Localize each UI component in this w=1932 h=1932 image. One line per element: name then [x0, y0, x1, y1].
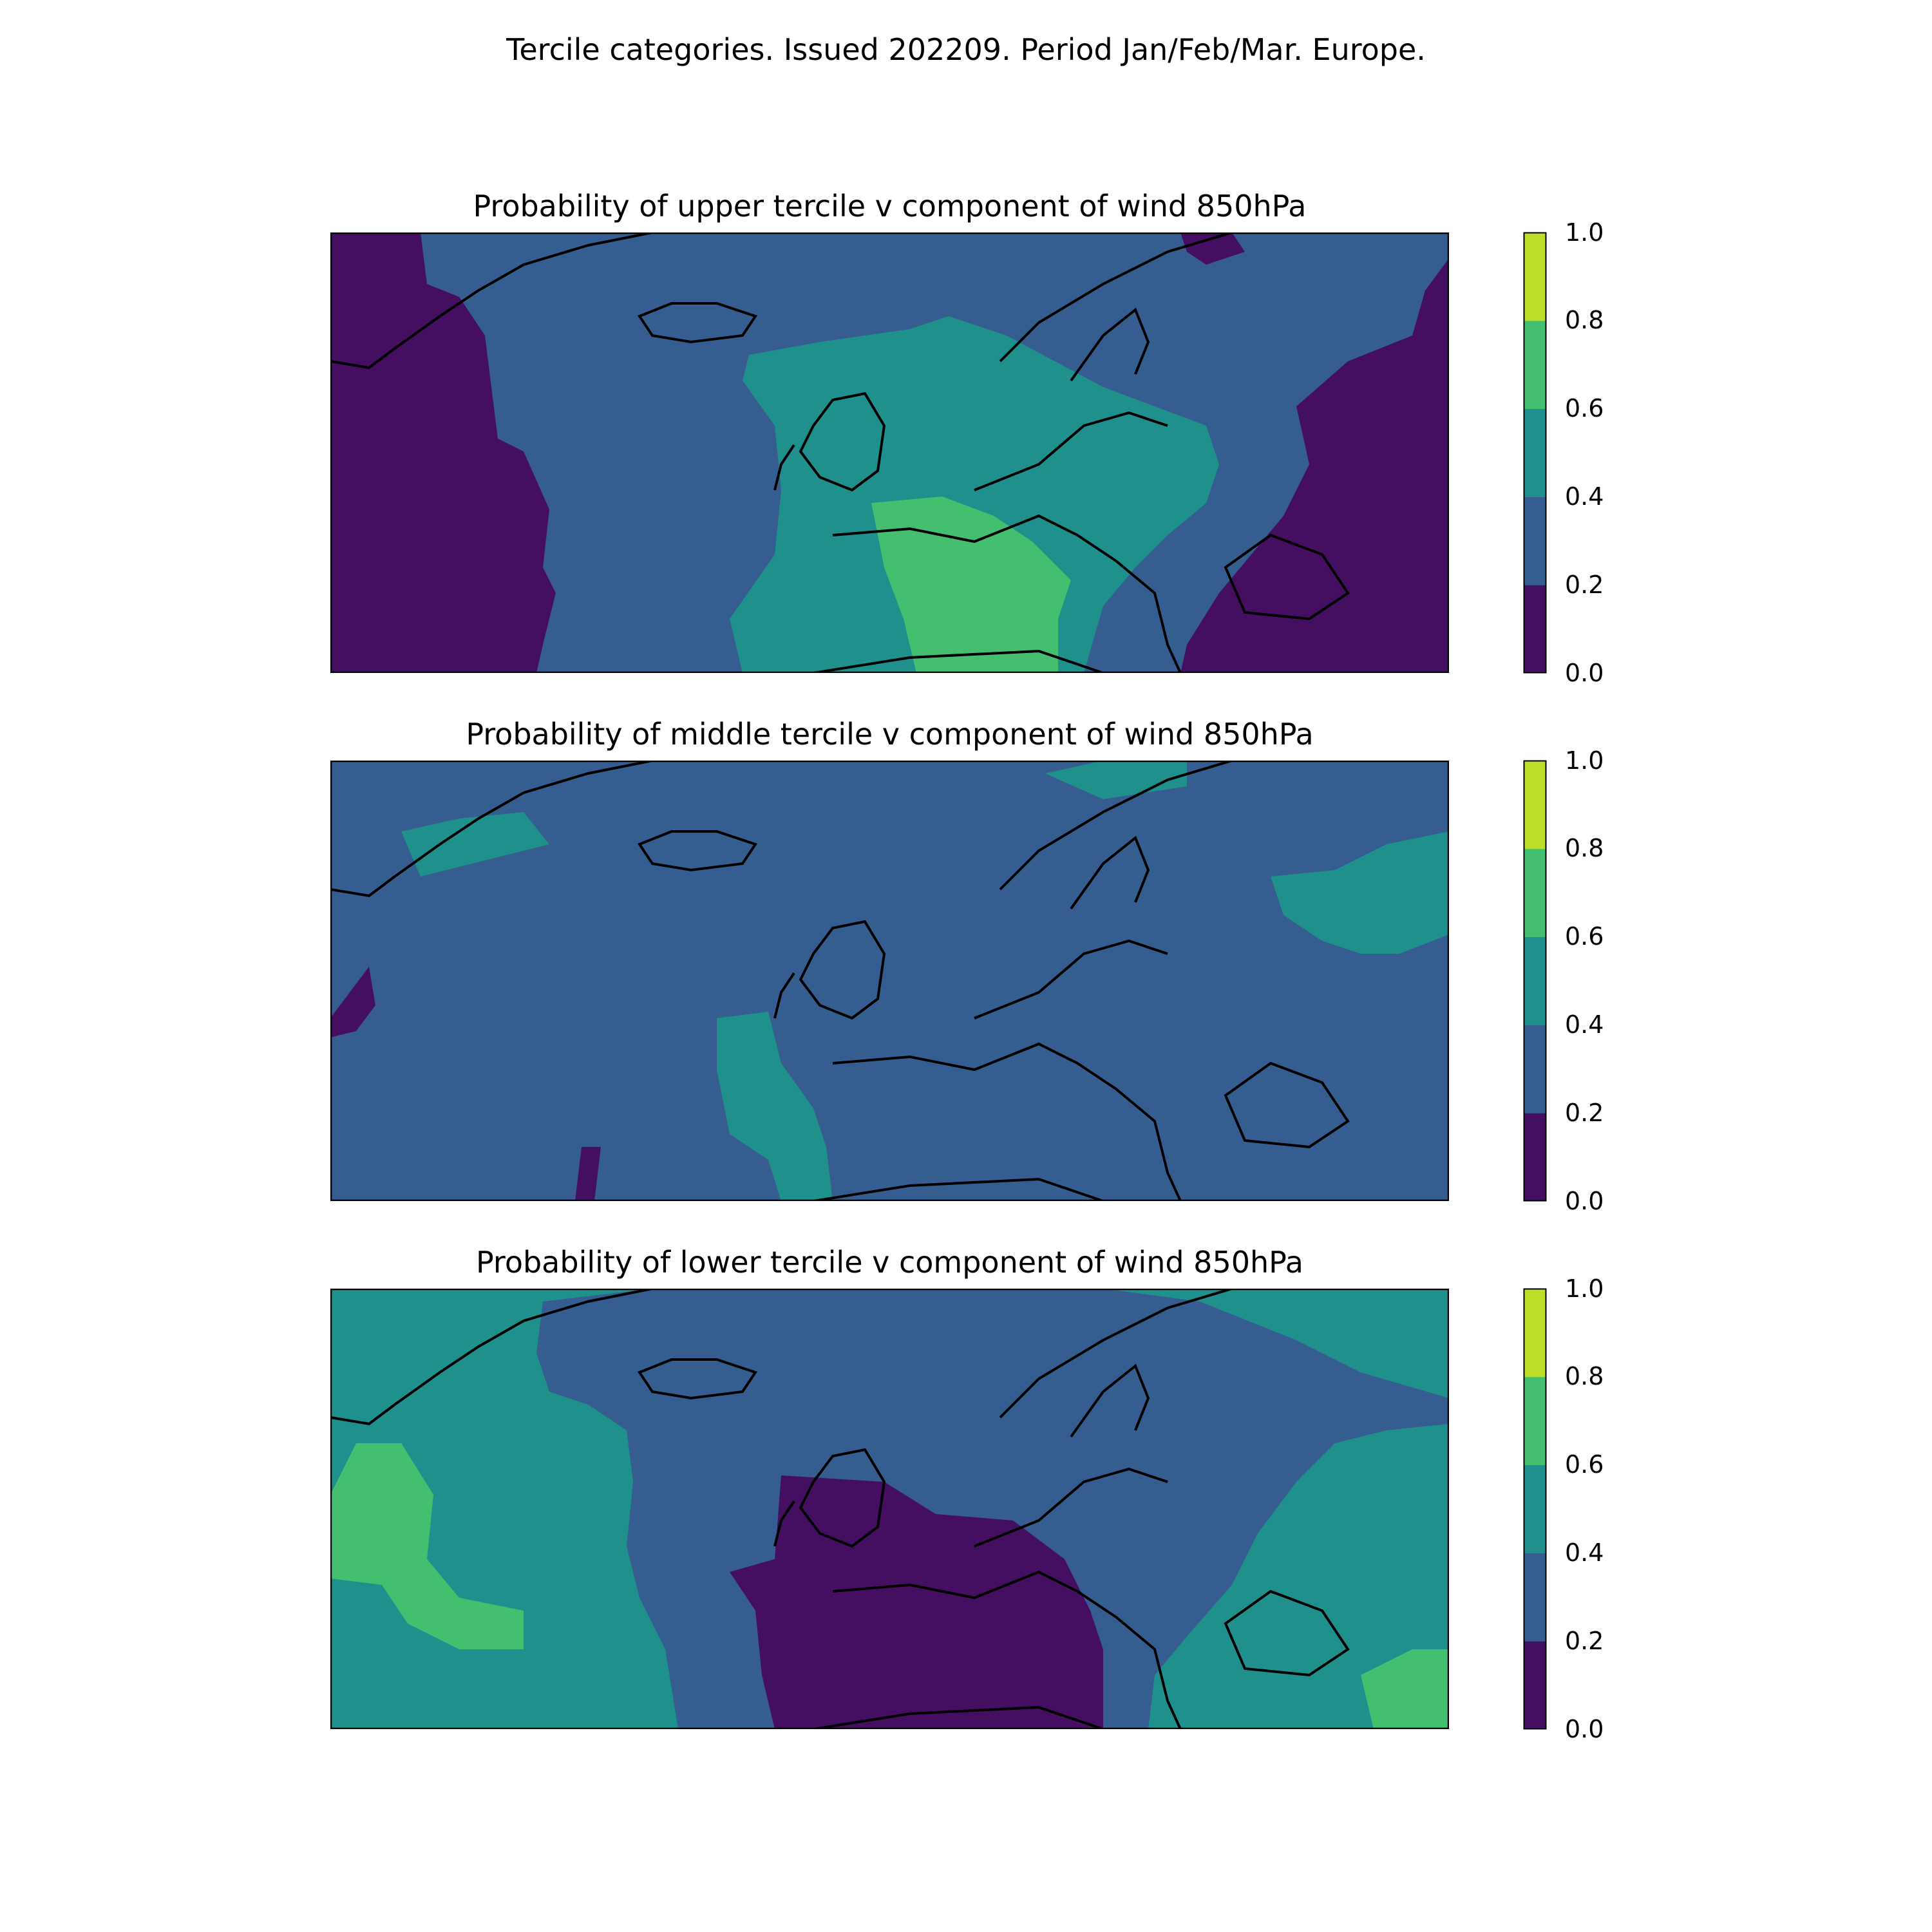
tick-label: 0.6 [1565, 922, 1604, 951]
panel-title-middle: Probability of middle tercile v component of wind 850hPa [466, 717, 1314, 752]
tick-label: 0.0 [1565, 659, 1604, 687]
tick-label: 0.8 [1565, 1362, 1604, 1390]
tick-label: 0.6 [1565, 1450, 1604, 1479]
panel-title-upper: Probability of upper tercile v component of wind 850hPa [473, 189, 1307, 223]
tick-label: 0.6 [1565, 394, 1604, 422]
colorbar-middle [1524, 761, 1546, 1201]
tick-label: 0.4 [1565, 1539, 1604, 1567]
colorbar-swatch [1524, 409, 1546, 497]
colorbar-swatch [1524, 937, 1546, 1025]
colorbar-lower-swatches [1524, 1289, 1546, 1730]
colorbar-swatch [1524, 1025, 1546, 1113]
colorbar-swatch [1524, 232, 1546, 321]
tick-label: 1.0 [1565, 1274, 1604, 1303]
tick-label: 0.0 [1565, 1715, 1604, 1743]
tick-label: 0.4 [1565, 482, 1604, 511]
tick-label: 0.8 [1565, 306, 1604, 334]
colorbar-swatch [1524, 761, 1546, 849]
panel-title-lower: Probability of lower tercile v component of wind 850hPa [476, 1245, 1303, 1280]
colorbar-swatch [1524, 321, 1546, 409]
colorbar-upper [1524, 232, 1546, 673]
colorbar-swatch [1524, 497, 1546, 585]
tick-label: 1.0 [1565, 746, 1604, 775]
colorbar-upper-swatches [1524, 232, 1546, 674]
tick-label: 0.4 [1565, 1010, 1604, 1039]
colorbar-middle-swatches [1524, 761, 1546, 1202]
colorbar-swatch [1524, 849, 1546, 937]
tick-label: 1.0 [1565, 218, 1604, 247]
colorbar-swatch [1524, 1113, 1546, 1201]
colorbar-swatch [1524, 1465, 1546, 1553]
colorbar-swatch [1524, 1641, 1546, 1729]
tick-label: 0.2 [1565, 571, 1604, 599]
colorbar-swatch [1524, 1377, 1546, 1465]
tick-label: 0.8 [1565, 834, 1604, 862]
tick-label: 0.0 [1565, 1187, 1604, 1215]
colorbar-swatch [1524, 1553, 1546, 1641]
colorbar-swatch [1524, 1289, 1546, 1377]
figure-title: Tercile categories. Issued 202209. Period Jan/Feb/Mar. Europe. [506, 32, 1426, 67]
tick-label: 0.2 [1565, 1099, 1604, 1127]
map-lower-tercile [330, 1289, 1449, 1729]
tick-label: 0.2 [1565, 1627, 1604, 1655]
map-upper-tercile [330, 232, 1449, 673]
map-middle-tercile [330, 761, 1449, 1201]
colorbar-lower [1524, 1289, 1546, 1729]
colorbar-swatch [1524, 585, 1546, 673]
